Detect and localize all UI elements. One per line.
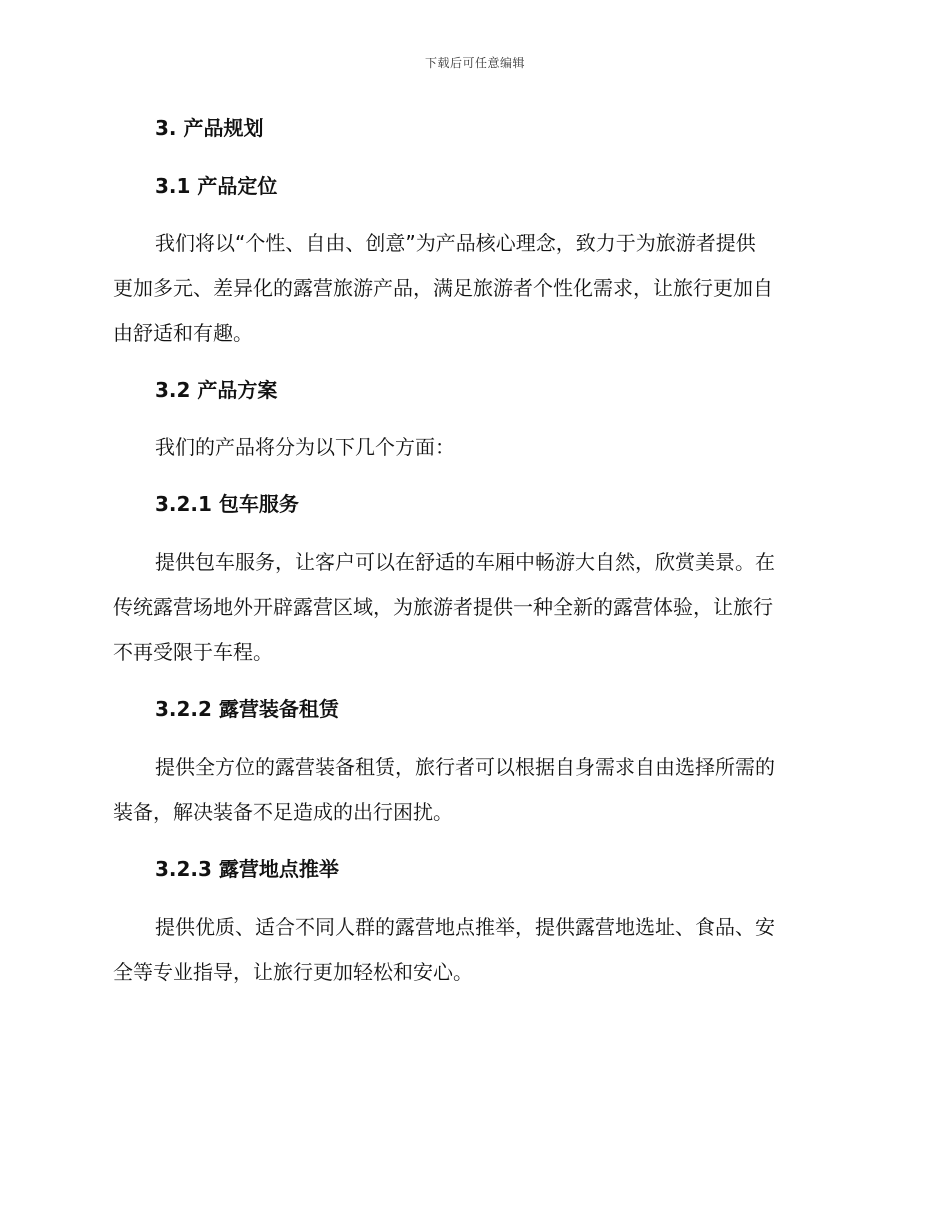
- paragraph-3-2-2: [113, 745, 833, 835]
- paragraph-3-2-1: [113, 540, 833, 675]
- paragraph-3-2: [113, 425, 833, 470]
- section-heading-3-2-1: 3.2.1 包车服务: [155, 492, 299, 516]
- paragraph-3-2-3: [113, 905, 833, 995]
- paragraph-line: 提供全方位的露营装备租赁，旅行者可以根据自身需求自由选择所需的: [155, 755, 775, 779]
- paragraph-line: 更加多元、差异化的露营旅游产品，满足旅游者个性化需求，让旅行更加自: [113, 276, 773, 300]
- paragraph-line: 全等专业指导，让旅行更加轻松和安心。: [113, 960, 473, 984]
- paragraph-line: 装备，解决装备不足造成的出行困扰。: [113, 800, 453, 824]
- paragraph-line: 我们的产品将分为以下几个方面：: [155, 435, 455, 459]
- section-heading-3-2-2: 3.2.2 露营装备租赁: [155, 697, 339, 721]
- paragraph-line: 传统露营场地外开辟露营区域，为旅游者提供一种全新的露营体验，让旅行: [113, 595, 773, 619]
- paragraph-line: 不再受限于车程。: [113, 640, 273, 664]
- paragraph-line: 我们将以“个性、自由、创意”为产品核心理念，致力于为旅游者提供: [155, 231, 756, 255]
- page-header: 下载后可任意编辑: [424, 56, 525, 70]
- paragraph-line: 提供包车服务，让客户可以在舒适的车厢中畅游大自然，欣赏美景。在: [155, 550, 775, 574]
- paragraph-3-1: [113, 221, 833, 356]
- paragraph-line: 提供优质、适合不同人群的露营地点推举，提供露营地选址、食品、安: [155, 915, 775, 939]
- section-heading-3-1: 3.1 产品定位: [155, 174, 278, 198]
- paragraph-line: 由舒适和有趣。: [113, 321, 253, 345]
- section-heading-3: 3. 产品规划: [155, 116, 264, 140]
- section-heading-3-2: 3.2 产品方案: [155, 378, 278, 402]
- section-heading-3-2-3: 3.2.3 露营地点推举: [155, 857, 339, 881]
